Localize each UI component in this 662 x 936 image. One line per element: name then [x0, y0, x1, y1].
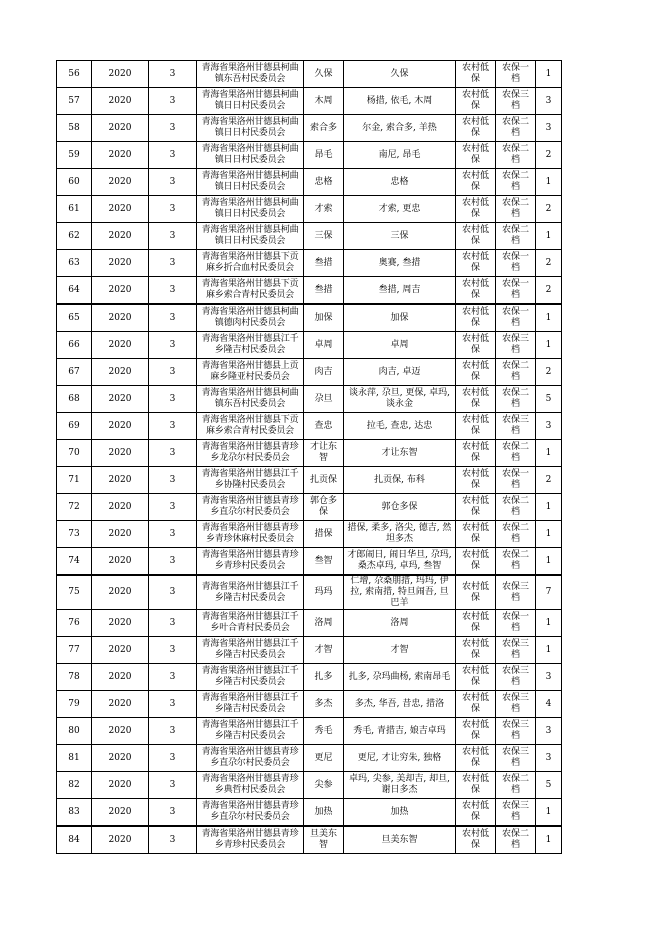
member-count-cell: 3: [536, 745, 562, 772]
village-committee-cell: 青海省果洛州甘德县江千乡叶合青村民委员会: [197, 610, 304, 637]
table-row: [57, 332, 562, 359]
village-committee-cell: 青海省果洛州甘德县江千乡隆吉村民委员会: [197, 691, 304, 718]
household-members-cell: 忠格: [344, 169, 456, 196]
row-number-cell: 71: [57, 467, 92, 494]
year-cell: 2020: [92, 277, 149, 305]
household-head-cell: 叁措: [304, 250, 344, 277]
table-row: [57, 196, 562, 223]
year-cell: 2020: [92, 223, 149, 250]
table-row: [57, 115, 562, 142]
assistance-level-cell: 农保二档: [496, 772, 536, 799]
assistance-level-cell: 农保一档: [496, 610, 536, 637]
quarter-cell: 3: [149, 575, 197, 610]
row-number-cell: 81: [57, 745, 92, 772]
household-members-cell: 谈永萍, 尕旦, 更保, 卓玛, 谈永金: [344, 386, 456, 413]
quarter-cell: 3: [149, 467, 197, 494]
quarter-cell: 3: [149, 440, 197, 467]
assistance-type-cell: 农村低保: [456, 691, 496, 718]
year-cell: 2020: [92, 575, 149, 610]
row-number-cell: 78: [57, 664, 92, 691]
row-number-cell: 79: [57, 691, 92, 718]
quarter-cell: 3: [149, 61, 197, 88]
quarter-cell: 3: [149, 115, 197, 142]
quarter-cell: 3: [149, 610, 197, 637]
household-members-cell: 旦美东智: [344, 826, 456, 854]
member-count-cell: 1: [536, 223, 562, 250]
assistance-type-cell: 农村低保: [456, 664, 496, 691]
assistance-level-cell: 农保二档: [496, 142, 536, 169]
year-cell: 2020: [92, 440, 149, 467]
household-members-cell: 杨措, 依毛, 木周: [344, 88, 456, 115]
assistance-level-cell: 农保一档: [496, 467, 536, 494]
table-row: [57, 745, 562, 772]
assistance-type-cell: 农村低保: [456, 61, 496, 88]
village-committee-cell: 青海省果洛州甘德县柯曲镇德肉村民委员会: [197, 304, 304, 332]
quarter-cell: 3: [149, 277, 197, 305]
assistance-level-cell: 农保一档: [496, 250, 536, 277]
member-count-cell: 1: [536, 826, 562, 854]
assistance-level-cell: 农保三档: [496, 691, 536, 718]
assistance-level-cell: 农保三档: [496, 88, 536, 115]
household-head-cell: 郭仓多保: [304, 494, 344, 521]
village-committee-cell: 青海省果洛州甘德县江千乡协隆村民委员会: [197, 467, 304, 494]
village-committee-cell: 青海省果洛州甘德县青珍乡龙尕尔村民委员会: [197, 440, 304, 467]
assistance-level-cell: 农保二档: [496, 521, 536, 548]
household-head-cell: 叁智: [304, 548, 344, 576]
year-cell: 2020: [92, 637, 149, 664]
year-cell: 2020: [92, 413, 149, 440]
assistance-type-cell: 农村低保: [456, 250, 496, 277]
member-count-cell: 2: [536, 277, 562, 305]
household-members-cell: 郭仓多保: [344, 494, 456, 521]
assistance-level-cell: 农保三档: [496, 664, 536, 691]
member-count-cell: 2: [536, 250, 562, 277]
household-head-cell: 木周: [304, 88, 344, 115]
assistance-type-cell: 农村低保: [456, 575, 496, 610]
row-number-cell: 70: [57, 440, 92, 467]
household-head-cell: 卓周: [304, 332, 344, 359]
assistance-level-cell: 农保一档: [496, 304, 536, 332]
assistance-level-cell: 农保一档: [496, 61, 536, 88]
row-number-cell: 57: [57, 88, 92, 115]
row-number-cell: 56: [57, 61, 92, 88]
member-count-cell: 3: [536, 413, 562, 440]
household-head-cell: 才让东智: [304, 440, 344, 467]
member-count-cell: 2: [536, 196, 562, 223]
assistance-level-cell: 农保三档: [496, 745, 536, 772]
table-row: [57, 88, 562, 115]
assistance-level-cell: 农保三档: [496, 575, 536, 610]
household-members-cell: 卓周: [344, 332, 456, 359]
village-committee-cell: 青海省果洛州甘德县下贡麻乡索合青村民委员会: [197, 277, 304, 305]
table-row: [57, 277, 562, 305]
assistance-type-cell: 农村低保: [456, 494, 496, 521]
household-head-cell: 叁措: [304, 277, 344, 305]
assistance-level-cell: 农保三档: [496, 332, 536, 359]
household-head-cell: 秀毛: [304, 718, 344, 745]
assistance-level-cell: 农保三档: [496, 718, 536, 745]
assistance-level-cell: 农保二档: [496, 826, 536, 854]
household-members-cell: 久保: [344, 61, 456, 88]
household-members-cell: 卓玛, 尖参, 美却吉, 却旦, 谢日多杰: [344, 772, 456, 799]
member-count-cell: 1: [536, 610, 562, 637]
year-cell: 2020: [92, 250, 149, 277]
row-number-cell: 83: [57, 799, 92, 827]
assistance-type-cell: 农村低保: [456, 223, 496, 250]
household-members-cell: 仁增, 尕桑朋措, 玛玛, 伊拉, 索南措, 特旦闹吾, 旦巴羊: [344, 575, 456, 610]
relief-roster-table: [56, 60, 562, 854]
row-number-cell: 68: [57, 386, 92, 413]
table-row: [57, 799, 562, 827]
village-committee-cell: 青海省果洛州甘德县青珍乡青珍休麻村民委员会: [197, 521, 304, 548]
quarter-cell: 3: [149, 521, 197, 548]
member-count-cell: 1: [536, 440, 562, 467]
table-row: [57, 386, 562, 413]
household-head-cell: 多杰: [304, 691, 344, 718]
assistance-type-cell: 农村低保: [456, 548, 496, 576]
quarter-cell: 3: [149, 718, 197, 745]
assistance-type-cell: 农村低保: [456, 196, 496, 223]
household-members-cell: 多杰, 华吾, 昔忠, 措洛: [344, 691, 456, 718]
quarter-cell: 3: [149, 169, 197, 196]
member-count-cell: 3: [536, 664, 562, 691]
household-members-cell: 拉毛, 查忠, 达忠: [344, 413, 456, 440]
table-row: [57, 772, 562, 799]
member-count-cell: 1: [536, 61, 562, 88]
household-members-cell: 叁措, 周吉: [344, 277, 456, 305]
table-row: [57, 826, 562, 854]
year-cell: 2020: [92, 332, 149, 359]
quarter-cell: 3: [149, 691, 197, 718]
village-committee-cell: 青海省果洛州甘德县上贡麻乡隆亚村民委员会: [197, 359, 304, 386]
assistance-type-cell: 农村低保: [456, 359, 496, 386]
member-count-cell: 1: [536, 332, 562, 359]
row-number-cell: 65: [57, 304, 92, 332]
village-committee-cell: 青海省果洛州甘德县青珍乡青珍村民委员会: [197, 826, 304, 854]
row-number-cell: 82: [57, 772, 92, 799]
assistance-type-cell: 农村低保: [456, 772, 496, 799]
assistance-level-cell: 农保二档: [496, 359, 536, 386]
table-row: [57, 142, 562, 169]
quarter-cell: 3: [149, 799, 197, 827]
household-head-cell: 索合多: [304, 115, 344, 142]
village-committee-cell: 青海省果洛州甘德县江千乡隆吉村民委员会: [197, 664, 304, 691]
assistance-level-cell: 农保一档: [496, 277, 536, 305]
assistance-type-cell: 农村低保: [456, 826, 496, 854]
row-number-cell: 80: [57, 718, 92, 745]
village-committee-cell: 青海省果洛州甘德县江千乡隆吉村民委员会: [197, 332, 304, 359]
row-number-cell: 75: [57, 575, 92, 610]
household-members-cell: 加保: [344, 304, 456, 332]
year-cell: 2020: [92, 548, 149, 576]
household-members-cell: 尔金, 索合多, 羊热: [344, 115, 456, 142]
year-cell: 2020: [92, 691, 149, 718]
row-number-cell: 59: [57, 142, 92, 169]
member-count-cell: 7: [536, 575, 562, 610]
member-count-cell: 4: [536, 691, 562, 718]
year-cell: 2020: [92, 467, 149, 494]
village-committee-cell: 青海省果洛州甘德县柯曲镇日日村民委员会: [197, 88, 304, 115]
assistance-type-cell: 农村低保: [456, 304, 496, 332]
village-committee-cell: 青海省果洛州甘德县青珍乡直尕尔村民委员会: [197, 799, 304, 827]
row-number-cell: 58: [57, 115, 92, 142]
year-cell: 2020: [92, 826, 149, 854]
quarter-cell: 3: [149, 196, 197, 223]
year-cell: 2020: [92, 386, 149, 413]
village-committee-cell: 青海省果洛州甘德县柯曲镇日日村民委员会: [197, 196, 304, 223]
year-cell: 2020: [92, 61, 149, 88]
quarter-cell: 3: [149, 88, 197, 115]
household-members-cell: 奥赛, 叁措: [344, 250, 456, 277]
quarter-cell: 3: [149, 548, 197, 576]
household-head-cell: 才智: [304, 637, 344, 664]
year-cell: 2020: [92, 359, 149, 386]
member-count-cell: 3: [536, 718, 562, 745]
assistance-level-cell: 农保二档: [496, 196, 536, 223]
household-members-cell: 南尼, 昂毛: [344, 142, 456, 169]
assistance-level-cell: 农保二档: [496, 548, 536, 576]
household-head-cell: 三保: [304, 223, 344, 250]
assistance-type-cell: 农村低保: [456, 610, 496, 637]
household-members-cell: 才郎闹日, 闹日华旦, 尕玛, 桑杰卓玛, 卓玛, 叁智: [344, 548, 456, 576]
quarter-cell: 3: [149, 637, 197, 664]
member-count-cell: 1: [536, 521, 562, 548]
row-number-cell: 73: [57, 521, 92, 548]
assistance-level-cell: 农保二档: [496, 386, 536, 413]
village-committee-cell: 青海省果洛州甘德县下贡麻乡索合青村民委员会: [197, 413, 304, 440]
row-number-cell: 76: [57, 610, 92, 637]
assistance-type-cell: 农村低保: [456, 637, 496, 664]
member-count-cell: 1: [536, 637, 562, 664]
assistance-type-cell: 农村低保: [456, 169, 496, 196]
table-row: [57, 413, 562, 440]
year-cell: 2020: [92, 142, 149, 169]
household-head-cell: 忠格: [304, 169, 344, 196]
household-members-cell: 扎多, 尕玛曲杨, 索南昂毛: [344, 664, 456, 691]
household-head-cell: 尖参: [304, 772, 344, 799]
row-number-cell: 64: [57, 277, 92, 305]
quarter-cell: 3: [149, 664, 197, 691]
quarter-cell: 3: [149, 250, 197, 277]
member-count-cell: 1: [536, 494, 562, 521]
year-cell: 2020: [92, 169, 149, 196]
household-head-cell: 加热: [304, 799, 344, 827]
household-members-cell: 洛周: [344, 610, 456, 637]
year-cell: 2020: [92, 304, 149, 332]
year-cell: 2020: [92, 664, 149, 691]
member-count-cell: 3: [536, 115, 562, 142]
table-row: [57, 664, 562, 691]
household-members-cell: 扎贡保, 布科: [344, 467, 456, 494]
year-cell: 2020: [92, 196, 149, 223]
row-number-cell: 60: [57, 169, 92, 196]
household-members-cell: 加热: [344, 799, 456, 827]
household-members-cell: 措保, 柔多, 洛尖, 德吉, 然坦多杰: [344, 521, 456, 548]
household-head-cell: 扎贡保: [304, 467, 344, 494]
table-row: [57, 718, 562, 745]
quarter-cell: 3: [149, 304, 197, 332]
household-members-cell: 三保: [344, 223, 456, 250]
household-head-cell: 加保: [304, 304, 344, 332]
assistance-level-cell: 农保三档: [496, 413, 536, 440]
household-members-cell: 更尼, 才让穷朱, 独格: [344, 745, 456, 772]
quarter-cell: 3: [149, 332, 197, 359]
assistance-type-cell: 农村低保: [456, 745, 496, 772]
village-committee-cell: 青海省果洛州甘德县江千乡隆吉村民委员会: [197, 718, 304, 745]
table-row: [57, 691, 562, 718]
table-row: [57, 610, 562, 637]
household-head-cell: 才索: [304, 196, 344, 223]
table-row: [57, 223, 562, 250]
quarter-cell: 3: [149, 413, 197, 440]
household-members-cell: 肉吉, 卓迈: [344, 359, 456, 386]
member-count-cell: 1: [536, 799, 562, 827]
table-row: [57, 521, 562, 548]
household-head-cell: 更尼: [304, 745, 344, 772]
table-row: [57, 548, 562, 576]
row-number-cell: 66: [57, 332, 92, 359]
quarter-cell: 3: [149, 359, 197, 386]
year-cell: 2020: [92, 745, 149, 772]
village-committee-cell: 青海省果洛州甘德县青珍乡直尕尔村民委员会: [197, 494, 304, 521]
table-row: [57, 440, 562, 467]
assistance-type-cell: 农村低保: [456, 413, 496, 440]
member-count-cell: 2: [536, 359, 562, 386]
row-number-cell: 67: [57, 359, 92, 386]
quarter-cell: 3: [149, 745, 197, 772]
household-head-cell: 查忠: [304, 413, 344, 440]
assistance-level-cell: 农保二档: [496, 115, 536, 142]
household-head-cell: 玛玛: [304, 575, 344, 610]
year-cell: 2020: [92, 718, 149, 745]
village-committee-cell: 青海省果洛州甘德县柯曲镇日日村民委员会: [197, 115, 304, 142]
household-members-cell: 秀毛, 青措吉, 娘吉卓玛: [344, 718, 456, 745]
assistance-type-cell: 农村低保: [456, 277, 496, 305]
household-head-cell: 措保: [304, 521, 344, 548]
assistance-type-cell: 农村低保: [456, 142, 496, 169]
table-row: [57, 250, 562, 277]
village-committee-cell: 青海省果洛州甘德县江千乡隆吉村民委员会: [197, 637, 304, 664]
assistance-type-cell: 农村低保: [456, 440, 496, 467]
assistance-type-cell: 农村低保: [456, 718, 496, 745]
quarter-cell: 3: [149, 223, 197, 250]
member-count-cell: 1: [536, 169, 562, 196]
row-number-cell: 84: [57, 826, 92, 854]
household-head-cell: 扎多: [304, 664, 344, 691]
year-cell: 2020: [92, 610, 149, 637]
village-committee-cell: 青海省果洛州甘德县江千乡隆吉村民委员会: [197, 575, 304, 610]
household-head-cell: 旦美东智: [304, 826, 344, 854]
member-count-cell: 3: [536, 88, 562, 115]
row-number-cell: 69: [57, 413, 92, 440]
year-cell: 2020: [92, 799, 149, 827]
table-row: [57, 494, 562, 521]
table-row: [57, 359, 562, 386]
row-number-cell: 63: [57, 250, 92, 277]
household-head-cell: 洛周: [304, 610, 344, 637]
village-committee-cell: 青海省果洛州甘德县柯曲镇日日村民委员会: [197, 223, 304, 250]
village-committee-cell: 青海省果洛州甘德县下贡麻乡折合血村民委员会: [197, 250, 304, 277]
assistance-level-cell: 农保三档: [496, 637, 536, 664]
table-row: [57, 637, 562, 664]
year-cell: 2020: [92, 115, 149, 142]
household-members-cell: 才让东智: [344, 440, 456, 467]
village-committee-cell: 青海省果洛州甘德县柯曲镇日日村民委员会: [197, 169, 304, 196]
table-row: [57, 61, 562, 88]
year-cell: 2020: [92, 88, 149, 115]
household-head-cell: 尕旦: [304, 386, 344, 413]
year-cell: 2020: [92, 521, 149, 548]
quarter-cell: 3: [149, 494, 197, 521]
household-members-cell: 才索, 更忠: [344, 196, 456, 223]
table-row: [57, 467, 562, 494]
table-row: [57, 304, 562, 332]
assistance-level-cell: 农保三档: [496, 799, 536, 827]
village-committee-cell: 青海省果洛州甘德县柯曲镇东吾村民委员会: [197, 386, 304, 413]
assistance-type-cell: 农村低保: [456, 115, 496, 142]
household-head-cell: 久保: [304, 61, 344, 88]
household-head-cell: 肉吉: [304, 359, 344, 386]
village-committee-cell: 青海省果洛州甘德县青珍乡直尕尔村民委员会: [197, 745, 304, 772]
member-count-cell: 5: [536, 772, 562, 799]
row-number-cell: 72: [57, 494, 92, 521]
village-committee-cell: 青海省果洛州甘德县青珍乡青珍村民委员会: [197, 548, 304, 576]
assistance-level-cell: 农保二档: [496, 440, 536, 467]
household-head-cell: 昂毛: [304, 142, 344, 169]
year-cell: 2020: [92, 494, 149, 521]
assistance-level-cell: 农保二档: [496, 169, 536, 196]
row-number-cell: 62: [57, 223, 92, 250]
table-row: [57, 575, 562, 610]
assistance-level-cell: 农保二档: [496, 223, 536, 250]
quarter-cell: 3: [149, 772, 197, 799]
member-count-cell: 1: [536, 304, 562, 332]
assistance-type-cell: 农村低保: [456, 88, 496, 115]
assistance-type-cell: 农村低保: [456, 467, 496, 494]
quarter-cell: 3: [149, 386, 197, 413]
row-number-cell: 77: [57, 637, 92, 664]
year-cell: 2020: [92, 772, 149, 799]
quarter-cell: 3: [149, 826, 197, 854]
assistance-type-cell: 农村低保: [456, 332, 496, 359]
member-count-cell: 5: [536, 386, 562, 413]
row-number-cell: 74: [57, 548, 92, 576]
row-number-cell: 61: [57, 196, 92, 223]
household-members-cell: 才智: [344, 637, 456, 664]
member-count-cell: 1: [536, 548, 562, 576]
assistance-level-cell: 农保二档: [496, 494, 536, 521]
quarter-cell: 3: [149, 142, 197, 169]
village-committee-cell: 青海省果洛州甘德县柯曲镇东吾村民委员会: [197, 61, 304, 88]
member-count-cell: 2: [536, 467, 562, 494]
village-committee-cell: 青海省果洛州甘德县青珍乡典哲村民委员会: [197, 772, 304, 799]
assistance-type-cell: 农村低保: [456, 799, 496, 827]
assistance-type-cell: 农村低保: [456, 521, 496, 548]
village-committee-cell: 青海省果洛州甘德县柯曲镇日日村民委员会: [197, 142, 304, 169]
member-count-cell: 2: [536, 142, 562, 169]
assistance-type-cell: 农村低保: [456, 386, 496, 413]
table-row: [57, 169, 562, 196]
